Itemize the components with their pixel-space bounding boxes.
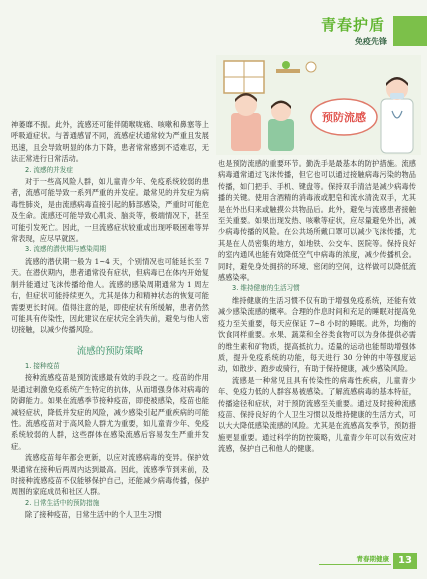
page-number: 13 <box>393 553 417 569</box>
footer-divider <box>319 564 391 565</box>
paragraph: 神萎靡不振。此外，流感还可能伴随喉咙痛、咳嗽和鼻塞等上呼吸道症状。与普通感冒不同，流感症状通常较为严重且发展迅速，且会导致明显的体力下降，患者常常感到不适难忍，无法正常进行日常活动。 <box>11 120 209 164</box>
subheading: 2. 流感的并发症 <box>25 165 73 174</box>
paragraph: 流感的潜伏期一般为 1~4 天，个别情况也可能延长至 7 天。在潜伏期内，患者通常没有症状，但病毒已在体内开始复制并能通过飞沫传播给他人。流感的感染周期通常为 1 周左右，但症状可能持续更久，尤其是体力和精神状态的恢复可能需要更长时间。值得注意的是，即使症状有所缓解，患者仍然可能具有传染性，因此建议在症状完全消失前，避免与他人密切接触，以减少传播风险。 <box>11 256 209 335</box>
paragraph: 也是预防流感的重要环节。勤洗手是最基本的防护措施。流感病毒通常通过飞沫传播，但它也可以通过接触病毒污染的物品传播，如门把手、手机、键盘等。保持双手清洁是减少病毒传播的关键。使用含酒精的消毒液或肥皂和流水清洗双手，尤其是在外出归来或触摸公共物品后。此外，避免与流感患者接触至关重要。如果出现发热、咳嗽等症状，应尽量避免外出，减少病毒传播的风险。在公共场所戴口罩可以减少飞沫传播，尤其是在人员密集的地方，如地铁、公交车、医院等。保持良好的室内通风也能有效降低空气中病毒的浓度，减少传播机会。同时，避免身处拥挤的环境、密闭的空间，这样做可以降低流感感染率。 <box>218 159 416 283</box>
left-text-column <box>11 119 209 336</box>
page-footer <box>317 555 427 573</box>
subheading: 3. 流感的潜伏期与感染周期 <box>25 245 106 254</box>
paragraph: 除了接种疫苗，日常生活中的个人卫生习惯 <box>25 510 162 520</box>
subheading: 3. 维持健康的生活习惯 <box>232 284 300 293</box>
subheading: 2. 日常生活中的预防措施 <box>25 498 100 507</box>
clock-icon <box>306 62 316 72</box>
plant-icon <box>282 61 290 69</box>
column-title: 青春护盾 <box>320 16 385 34</box>
section-title: 流感的预防策略 <box>76 346 144 357</box>
prevent-flu-sign <box>311 99 377 135</box>
left-text-column-lower <box>11 361 209 521</box>
column-header-badge <box>309 6 427 52</box>
paragraph: 对于一些高风险人群，如儿童青少年、免疫系统较弱的患者，流感可能导致一系列严重的并发症。最常见的并发症为病毒性肺炎，是由流感病毒直接引起的肺部感染，严重时可能危及生命。流感还可能导致心肌炎、脑炎等，极端情况下，甚至可能引发死亡。因此，一旦流感症状较重或出现呼吸困难等异常表现，应尽早就医。 <box>11 177 209 244</box>
subheading: 1. 接种疫苗 <box>25 362 60 370</box>
paragraph: 接种流感疫苗是预防流感最有效的手段之一。疫苗的作用是通过刺激免疫系统产生特定的抗体，从而增强身体对病毒的防御能力。如果在流感季节接种疫苗，即使被感染，疫苗也能减轻症状，降低并发症的风险，减少感染引起严重疾病的可能性。流感疫苗对于高风险人群尤为重要，如儿童青少年、免疫系统较弱的人群，这些群体在感染流感后容易发生严重并发症。 <box>11 373 209 451</box>
right-text-column <box>218 158 416 455</box>
paragraph: 维持健康的生活习惯不仅有助于增强免疫系统，还能有效减少感染流感的概率。合理的作息时间和充足的睡眠对提高免疫力至关重要，每天应保证 7~8 小时的睡眠。此外，均衡的饮食同样重要。水果、蔬菜和全谷类食物可以为身体提供必需的维生素和矿物质，提高抵抗力。适量的运动也能帮助增强体质，提升免疫系统的功能，每天进行 30 分钟的中等强度运动，如散步、跑步或骑行，有助于保持健康，减少感染风险。 <box>218 295 416 374</box>
header-accent-bar <box>393 16 427 46</box>
paragraph: 流感是一种常见且具有传染性的病毒性疾病，儿童青少年、免疫力低的人群容易被感染。了解流感病毒的基本特征，传播途径和症状，对于预防流感至关重要。通过及时接种流感疫苗、保持良好的个人卫生习惯以及维持健康的生活方式，可以大大降低感染流感的风险。尤其是在流感高发季节，预防措施更显重要。通过科学的防控策略，儿童青少年可以有效应对流感，保护自己和他人的健康。 <box>218 375 416 454</box>
flu-prevention-illustration <box>216 55 421 155</box>
column-subtitle: 免疫先锋 <box>355 37 387 46</box>
paragraph: 流感疫苗每年都会更新，以应对流感病毒的变异。保护效果通常在接种后两周内达到最高。因此，流感季节到来前，及时接种流感疫苗不仅能够保护自己，还能减少病毒传播，保护周围的家庭成员和社区人群。 <box>11 453 209 497</box>
sign-text: 预防流感 <box>322 111 366 124</box>
footer-label: 青春期健康 <box>356 555 389 563</box>
second-child-figure <box>268 101 294 152</box>
